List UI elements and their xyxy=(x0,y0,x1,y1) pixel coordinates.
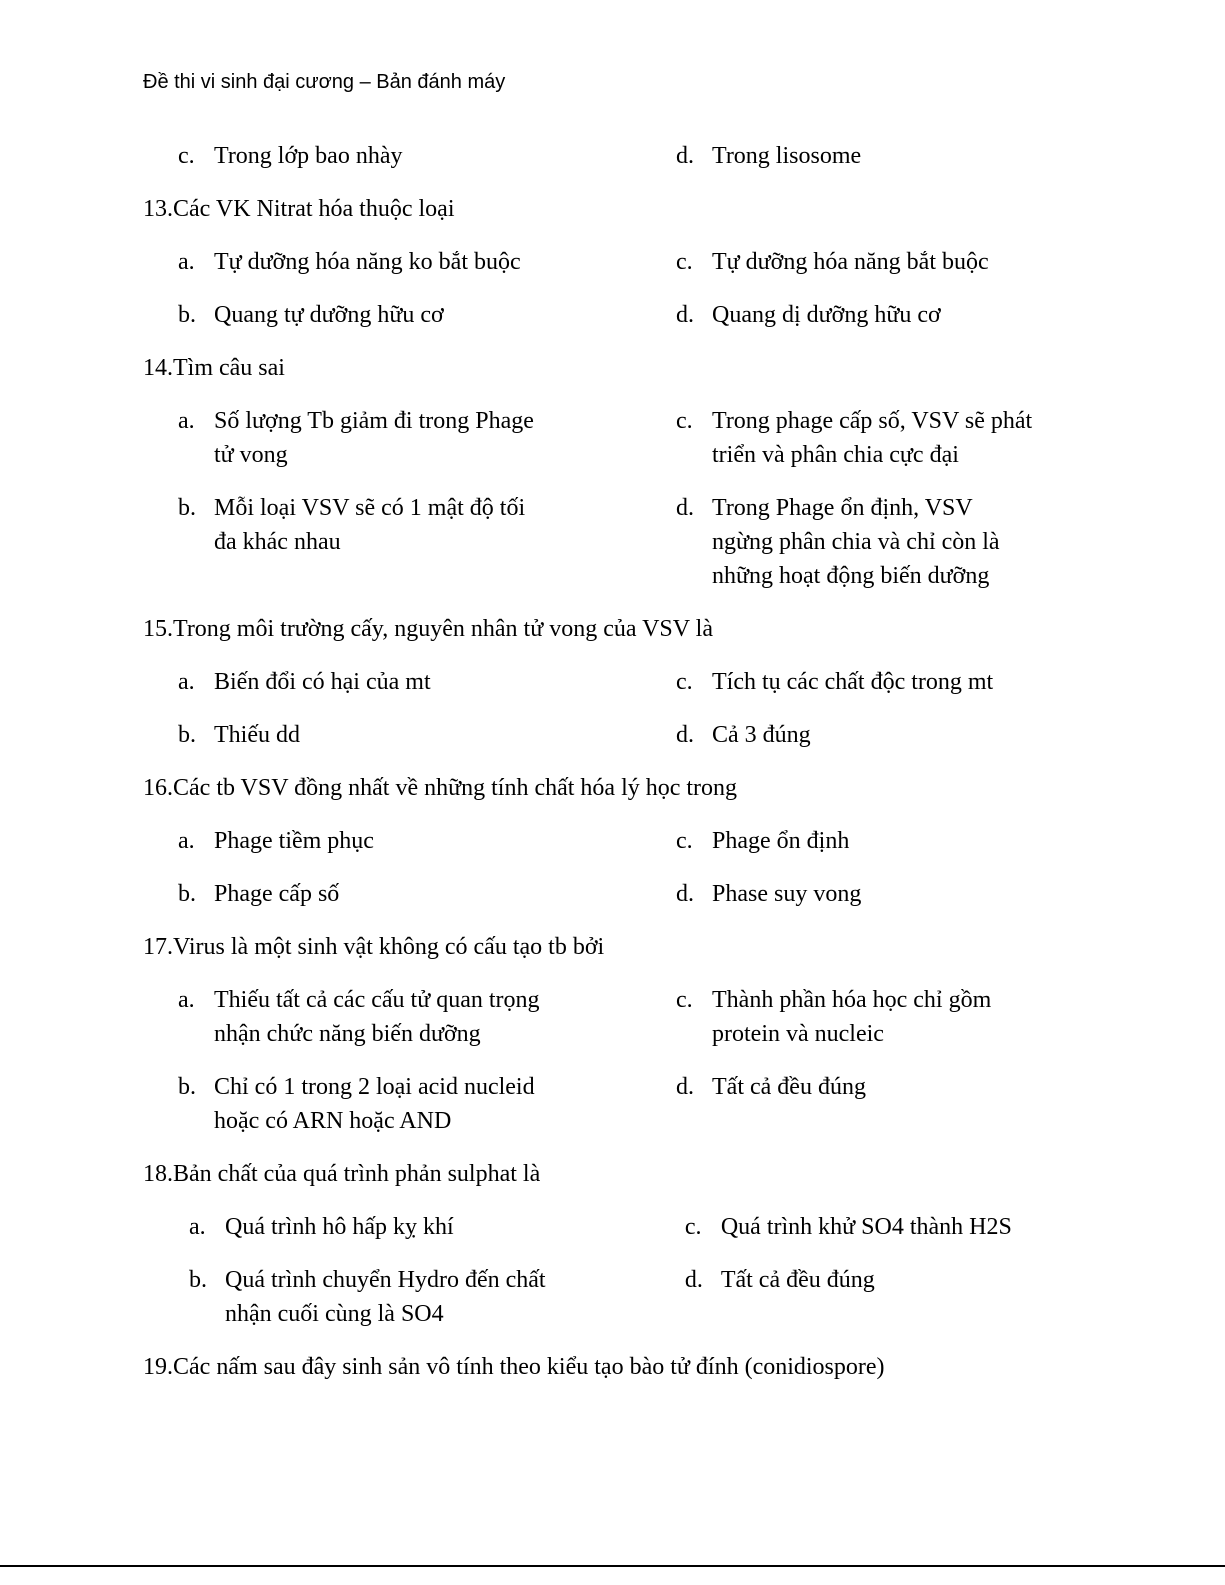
option-row xyxy=(143,1263,1103,1331)
option-text xyxy=(214,665,676,699)
question-block xyxy=(143,192,1103,332)
question-stem: 18.Bản chất của quá trình phản sulphat là xyxy=(143,1161,541,1187)
option-row xyxy=(143,245,1103,279)
option-letter: a. xyxy=(178,987,195,1013)
option-letter: c. xyxy=(676,669,693,695)
option-text-line: Trong Phage ổn định, VSV xyxy=(712,495,973,521)
question-stem: 16.Các tb VSV đồng nhất về những tính chất hóa lý học trong xyxy=(143,775,738,801)
page-bottom-rule xyxy=(0,1565,1225,1567)
option-b xyxy=(178,1070,676,1138)
option-letter: a. xyxy=(178,249,195,275)
option-b xyxy=(178,491,676,593)
option-letter: a. xyxy=(178,408,195,434)
option-text-line: Quá trình khử SO4 thành H2S xyxy=(720,1214,1012,1240)
option-text-line: Tích tụ các chất độc trong mt xyxy=(712,669,994,695)
option-text-line: triển và phân chia cực đại xyxy=(712,442,959,468)
option-text xyxy=(712,298,1096,332)
question-block xyxy=(143,930,1103,1138)
option-text xyxy=(712,665,1096,699)
option-text xyxy=(214,1070,676,1138)
option-text: Trong lớp bao nhày xyxy=(214,143,403,169)
option-text-line: protein và nucleic xyxy=(712,1021,884,1047)
option-text xyxy=(214,824,676,858)
option-text: Trong lisosome xyxy=(712,143,862,169)
option-letter: d. xyxy=(684,1267,703,1293)
option-text-line: Chỉ có 1 trong 2 loại acid nucleid xyxy=(214,1074,535,1100)
option-d xyxy=(676,718,1096,752)
option-text xyxy=(721,1263,1103,1331)
option-letter: a. xyxy=(178,828,195,854)
option-text-line: tử vong xyxy=(214,442,288,468)
option-letter: d. xyxy=(676,302,694,328)
option-d xyxy=(676,139,1096,173)
option-text-line: Quá trình hô hấp kỵ khí xyxy=(225,1214,454,1240)
option-letter: a. xyxy=(178,669,195,695)
option-letter: b. xyxy=(178,881,196,907)
option-row xyxy=(143,404,1103,472)
option-text xyxy=(712,404,1096,472)
question-block xyxy=(143,1350,1103,1384)
option-a xyxy=(178,824,676,858)
option-text xyxy=(712,983,1096,1051)
question-stem: 13.Các VK Nitrat hóa thuộc loại xyxy=(143,196,455,222)
option-text xyxy=(225,1210,685,1244)
option-text-line: Phase suy vong xyxy=(712,881,862,907)
option-row xyxy=(143,1210,1103,1244)
option-text xyxy=(712,718,1096,752)
option-text-line: Số lượng Tb giảm đi trong Phage xyxy=(214,408,534,434)
carryover-options xyxy=(143,139,1103,173)
option-c xyxy=(676,404,1096,472)
option-c xyxy=(676,245,1096,279)
question-stem: 17.Virus là một sinh vật không có cấu tạo tb bởi xyxy=(143,934,605,960)
option-b xyxy=(178,877,676,911)
question-block xyxy=(143,771,1103,911)
question-block xyxy=(143,351,1103,593)
option-text xyxy=(712,877,1096,911)
option-d xyxy=(676,877,1096,911)
option-text-line: Tự dưỡng hóa năng ko bắt buộc xyxy=(214,249,521,275)
option-text-line: đa khác nhau xyxy=(214,529,341,555)
option-letter: d. xyxy=(676,1074,694,1100)
option-b xyxy=(178,298,676,332)
option-text-line: Tất cả đều đúng xyxy=(712,1074,866,1100)
question-stem: 19.Các nấm sau đây sinh sản vô tính theo kiểu tạo bào tử đính (conidiospore) xyxy=(143,1354,885,1380)
option-text-line: hoặc có ARN hoặc AND xyxy=(214,1108,452,1134)
option-text xyxy=(214,491,676,593)
question-stem: 15.Trong môi trường cấy, nguyên nhân tử vong của VSV là xyxy=(143,616,713,642)
option-text xyxy=(712,1070,1096,1138)
option-b xyxy=(178,718,676,752)
option-text xyxy=(214,877,676,911)
option-a xyxy=(178,665,676,699)
option-letter: d. xyxy=(676,881,694,907)
option-text-line: Tự dưỡng hóa năng bắt buộc xyxy=(712,249,989,275)
option-text xyxy=(712,491,1096,593)
option-text xyxy=(214,298,676,332)
option-a xyxy=(178,404,676,472)
option-b xyxy=(189,1263,685,1331)
option-row xyxy=(143,824,1103,858)
option-d xyxy=(685,1263,1103,1331)
question-list xyxy=(143,192,1103,1384)
option-letter: a. xyxy=(189,1214,206,1240)
option-c xyxy=(676,824,1096,858)
option-letter: b. xyxy=(189,1267,207,1293)
option-a xyxy=(189,1210,685,1244)
option-d xyxy=(676,298,1096,332)
option-d xyxy=(676,1070,1096,1138)
option-letter: b. xyxy=(178,722,196,748)
option-row xyxy=(143,718,1103,752)
option-text xyxy=(712,824,1096,858)
option-text-line: nhận chức năng biến dưỡng xyxy=(214,1021,481,1047)
option-text-line: Mỗi loại VSV sẽ có 1 mật độ tối xyxy=(214,495,526,521)
question-block xyxy=(143,1157,1103,1331)
option-letter: c. xyxy=(684,1214,702,1240)
option-letter: d. xyxy=(676,722,694,748)
option-text-line: Biến đổi có hại của mt xyxy=(214,669,431,695)
option-letter: c. xyxy=(676,249,693,275)
option-text-line: Phage cấp số xyxy=(214,881,340,907)
option-text xyxy=(214,983,676,1051)
option-row xyxy=(143,298,1103,332)
option-text xyxy=(214,404,676,472)
option-text xyxy=(214,718,676,752)
option-row xyxy=(143,983,1103,1051)
option-c xyxy=(178,139,676,173)
option-letter: c. xyxy=(676,828,693,854)
option-text-line: Thành phần hóa học chỉ gồm xyxy=(712,987,992,1013)
option-text-line: nhận cuối cùng là SO4 xyxy=(225,1301,444,1327)
option-letter: c. xyxy=(178,143,195,169)
option-letter: d. xyxy=(676,495,694,521)
option-row xyxy=(143,1070,1103,1138)
question-block xyxy=(143,612,1103,752)
option-letter: b. xyxy=(178,302,196,328)
option-a xyxy=(178,983,676,1051)
option-text-line: Thiếu tất cả các cấu tử quan trọng xyxy=(214,987,540,1013)
option-text-line: Cả 3 đúng xyxy=(712,722,811,748)
option-text xyxy=(214,245,676,279)
option-text-line: ngừng phân chia và chỉ còn là xyxy=(712,529,1000,555)
option-row xyxy=(143,491,1103,593)
question-stem: 14.Tìm câu sai xyxy=(143,355,285,381)
option-text-line: Quá trình chuyển Hydro đến chất xyxy=(225,1267,546,1293)
option-text-line: Phage tiềm phục xyxy=(214,828,374,854)
option-letter: b. xyxy=(178,1074,196,1100)
option-text xyxy=(721,1210,1103,1244)
option-text-line: Phage ổn định xyxy=(712,828,850,854)
option-text xyxy=(712,245,1096,279)
exam-content xyxy=(143,139,1103,1403)
option-c xyxy=(676,665,1096,699)
option-letter: d. xyxy=(676,143,694,169)
option-letter: c. xyxy=(676,408,693,434)
option-c xyxy=(676,983,1096,1051)
option-row xyxy=(143,877,1103,911)
option-a xyxy=(178,245,676,279)
option-text-line: Trong phage cấp số, VSV sẽ phát xyxy=(712,408,1033,434)
page-header: Đề thi vi sinh đại cương – Bản đánh máy xyxy=(143,71,506,93)
option-text-line: Tất cả đều đúng xyxy=(720,1267,875,1293)
option-text-line: Thiếu dd xyxy=(214,722,300,748)
option-text-line: Quang dị dưỡng hữu cơ xyxy=(712,302,941,328)
option-d xyxy=(676,491,1096,593)
option-letter: b. xyxy=(178,495,196,521)
option-text-line: những hoạt động biến dưỡng xyxy=(712,563,990,589)
option-letter: c. xyxy=(676,987,693,1013)
option-text-line: Quang tự dưỡng hữu cơ xyxy=(214,302,444,328)
option-row xyxy=(143,665,1103,699)
option-text xyxy=(225,1263,685,1331)
option-c xyxy=(685,1210,1103,1244)
